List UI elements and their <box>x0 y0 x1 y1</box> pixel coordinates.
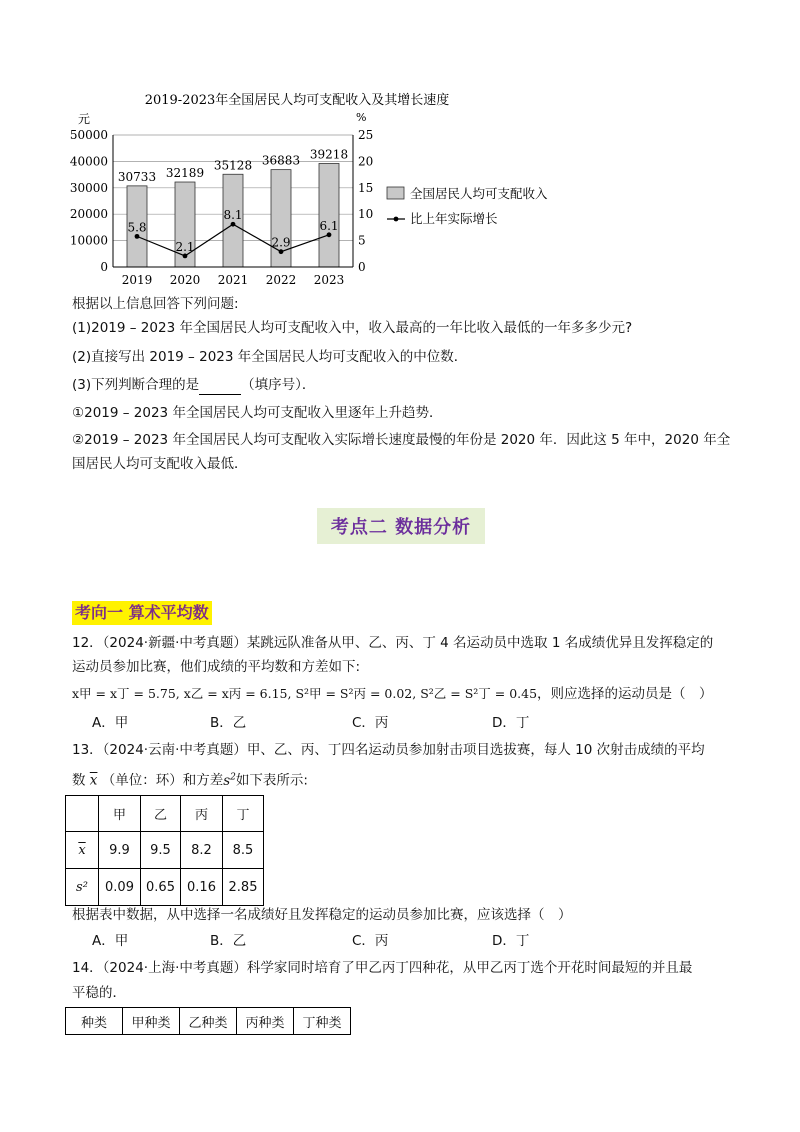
growth-value-label: 5.8 <box>127 220 147 235</box>
growth-point <box>231 222 236 227</box>
table-cell: 2.85 <box>223 869 264 906</box>
variance-symbol: $s^2$ <box>223 772 236 789</box>
legend-bar-label: 全国居民人均可支配收入 <box>410 186 548 201</box>
growth-point <box>327 232 332 237</box>
growth-point <box>183 254 188 259</box>
bar-value-label: 36883 <box>261 153 301 168</box>
legend-line-label: 比上年实际增长 <box>410 211 498 226</box>
table-header-cell: 丁种类 <box>294 1008 351 1035</box>
table-cell: 8.5 <box>223 832 264 869</box>
growth-point <box>135 234 140 239</box>
table-header-cell: 乙 <box>141 796 181 832</box>
q14-data-table <box>65 1007 351 1035</box>
y-tick-label: 0 <box>100 260 108 274</box>
income-chart <box>60 85 620 295</box>
q11-part2: (2)直接写出 2019 – 2023 年全国居民人均可支配收入的中位数． <box>72 349 468 365</box>
subsection-title: 考向一 算术平均数 <box>72 601 212 625</box>
y2-tick-label: 20 <box>358 154 374 169</box>
q11-statement-2a: ②2019 – 2023 年全国居民人均可支配收入实际增长速度最慢的年份是 2020 年．因此这 5 年中，2020 年全 <box>72 432 731 448</box>
legend-line-marker <box>394 217 399 222</box>
table-cell: 0.09 <box>99 869 141 906</box>
q14-line-2: 平稳的． <box>72 985 126 1001</box>
q13-data-table <box>65 795 264 906</box>
q12-option-a[interactable]: A．甲 <box>92 715 129 731</box>
table-header-cell: 乙种类 <box>180 1008 237 1035</box>
q11-statement-1: ①2019 – 2023 年全国居民人均可支配收入里逐年上升趋势． <box>72 405 443 421</box>
q12-option-b[interactable]: B．乙 <box>210 715 247 731</box>
growth-point <box>279 249 284 254</box>
table-header-cell: 甲种类 <box>123 1008 180 1035</box>
x-tick-label: 2019 <box>121 273 153 287</box>
table-cell: 9.5 <box>141 832 181 869</box>
growth-value-label: 2.9 <box>271 235 291 250</box>
q11-part3-suffix: （填序号）． <box>241 377 316 393</box>
section-title: 考点二 数据分析 <box>317 508 485 544</box>
q11-part1: (1)2019 – 2023 年全国居民人均可支配收入中，收入最高的一年比收入最低的一年多多少元? <box>72 320 633 336</box>
q14-line-1: 14．（2024·上海·中考真题）科学家同时培育了甲乙丙丁四种花，从甲乙丙丁选个开花时间最短的并且最 <box>72 960 693 976</box>
y-axis-unit-label: 元 <box>78 112 91 126</box>
row-label-variance: s² <box>66 869 99 906</box>
q13-question: 根据表中数据，从中选择一名成绩好且发挥稳定的运动员参加比赛，应该选择（ ） <box>72 907 572 923</box>
legend-bar-swatch <box>387 187 404 199</box>
q11-statement-2b: 国居民人均可支配收入最低． <box>72 456 248 472</box>
q13-option-c[interactable]: C．丙 <box>352 933 389 949</box>
x-tick-label: 2022 <box>265 273 297 287</box>
table-header-cell: 丙种类 <box>237 1008 294 1035</box>
q13-line-1: 13．（2024·云南·中考真题）甲、乙、丙、丁四名运动员参加射击项目选拔赛，每人 10 次射击成绩的平均 <box>72 742 705 758</box>
growth-value-label: 8.1 <box>223 208 243 223</box>
bar-value-label: 32189 <box>165 166 205 181</box>
mean-symbol: $\overline{x}$ <box>89 772 98 789</box>
q13-line-2b: （单位：环）和方差 <box>101 772 224 789</box>
q13-option-b[interactable]: B．乙 <box>210 933 247 949</box>
y2-tick-label: 15 <box>358 180 374 195</box>
q11-intro: 根据以上信息回答下列问题: <box>72 296 239 312</box>
q11-part3-prefix: (3)下列判断合理的是 <box>72 377 200 393</box>
y2-tick-label: 10 <box>358 207 374 222</box>
q13-line-2c: 如下表所示: <box>235 772 308 789</box>
q13-option-d[interactable]: D．丁 <box>492 933 530 949</box>
q12-option-c[interactable]: C．丙 <box>352 715 389 731</box>
growth-value-label: 2.1 <box>175 239 195 254</box>
table-header-cell: 甲 <box>99 796 141 832</box>
table-header-cell <box>66 796 99 832</box>
q12-formula-line <box>72 684 713 704</box>
table-row <box>66 869 264 906</box>
q12-line-1: 12．（2024·新疆·中考真题）某跳远队准备从甲、乙、丙、丁 4 名运动员中选取 1 名成绩优异且发挥稳定的 <box>72 635 714 651</box>
q11-part3 <box>72 375 315 395</box>
x-tick-label: 2023 <box>313 273 345 287</box>
chart-legend <box>387 186 548 226</box>
y-tick-label: 40000 <box>69 154 108 169</box>
bar-value-label: 35128 <box>213 158 253 173</box>
y2-tick-label: 0 <box>358 260 366 274</box>
table-cell: 9.9 <box>99 832 141 869</box>
table-cell: 8.2 <box>181 832 223 869</box>
table-header-cell: 丙 <box>181 796 223 832</box>
q12-line-2: 运动员参加比赛，他们成绩的平均数和方差如下: <box>72 659 361 675</box>
q13-line-2a: 数 <box>72 772 86 789</box>
bar-value-label: 39218 <box>309 147 349 162</box>
y-tick-label: 30000 <box>69 180 108 195</box>
table-header-cell: 丁 <box>223 796 264 832</box>
q12-formula-tail: ，则应选择的运动员是（ ） <box>537 686 713 702</box>
table-cell: 0.16 <box>181 869 223 906</box>
growth-value-label: 6.1 <box>319 218 339 233</box>
y-tick-label: 50000 <box>69 128 108 142</box>
y-tick-label: 10000 <box>69 233 108 248</box>
x-tick-label: 2021 <box>217 273 249 287</box>
table-header-cell: 种类 <box>66 1008 123 1035</box>
y2-tick-label: 5 <box>358 233 366 248</box>
row-label-mean: $\overline{x}$ <box>66 832 99 869</box>
chart-title: 2019-2023年全国居民人均可支配收入及其增长速度 <box>144 93 450 108</box>
x-tick-label: 2020 <box>169 273 201 287</box>
q13-option-a[interactable]: A．甲 <box>92 933 129 949</box>
bar <box>319 163 339 267</box>
y2-tick-label: 25 <box>358 128 374 142</box>
q13-line-2 <box>72 767 308 791</box>
table-row <box>66 832 264 869</box>
y-tick-label: 20000 <box>69 207 108 222</box>
y2-axis-unit-label: % <box>356 111 367 124</box>
table-cell: 0.65 <box>141 869 181 906</box>
table-row <box>66 1008 351 1035</box>
bar-value-label: 30733 <box>117 169 157 184</box>
answer-blank[interactable] <box>199 380 241 395</box>
q12-formula: x甲 = x丁 = 5.75, x乙 = x丙 = 6.15, S²甲 = S²丙 = 0.02, S²乙 = S²丁 = 0.45 <box>72 686 538 701</box>
q12-option-d[interactable]: D．丁 <box>492 715 530 731</box>
